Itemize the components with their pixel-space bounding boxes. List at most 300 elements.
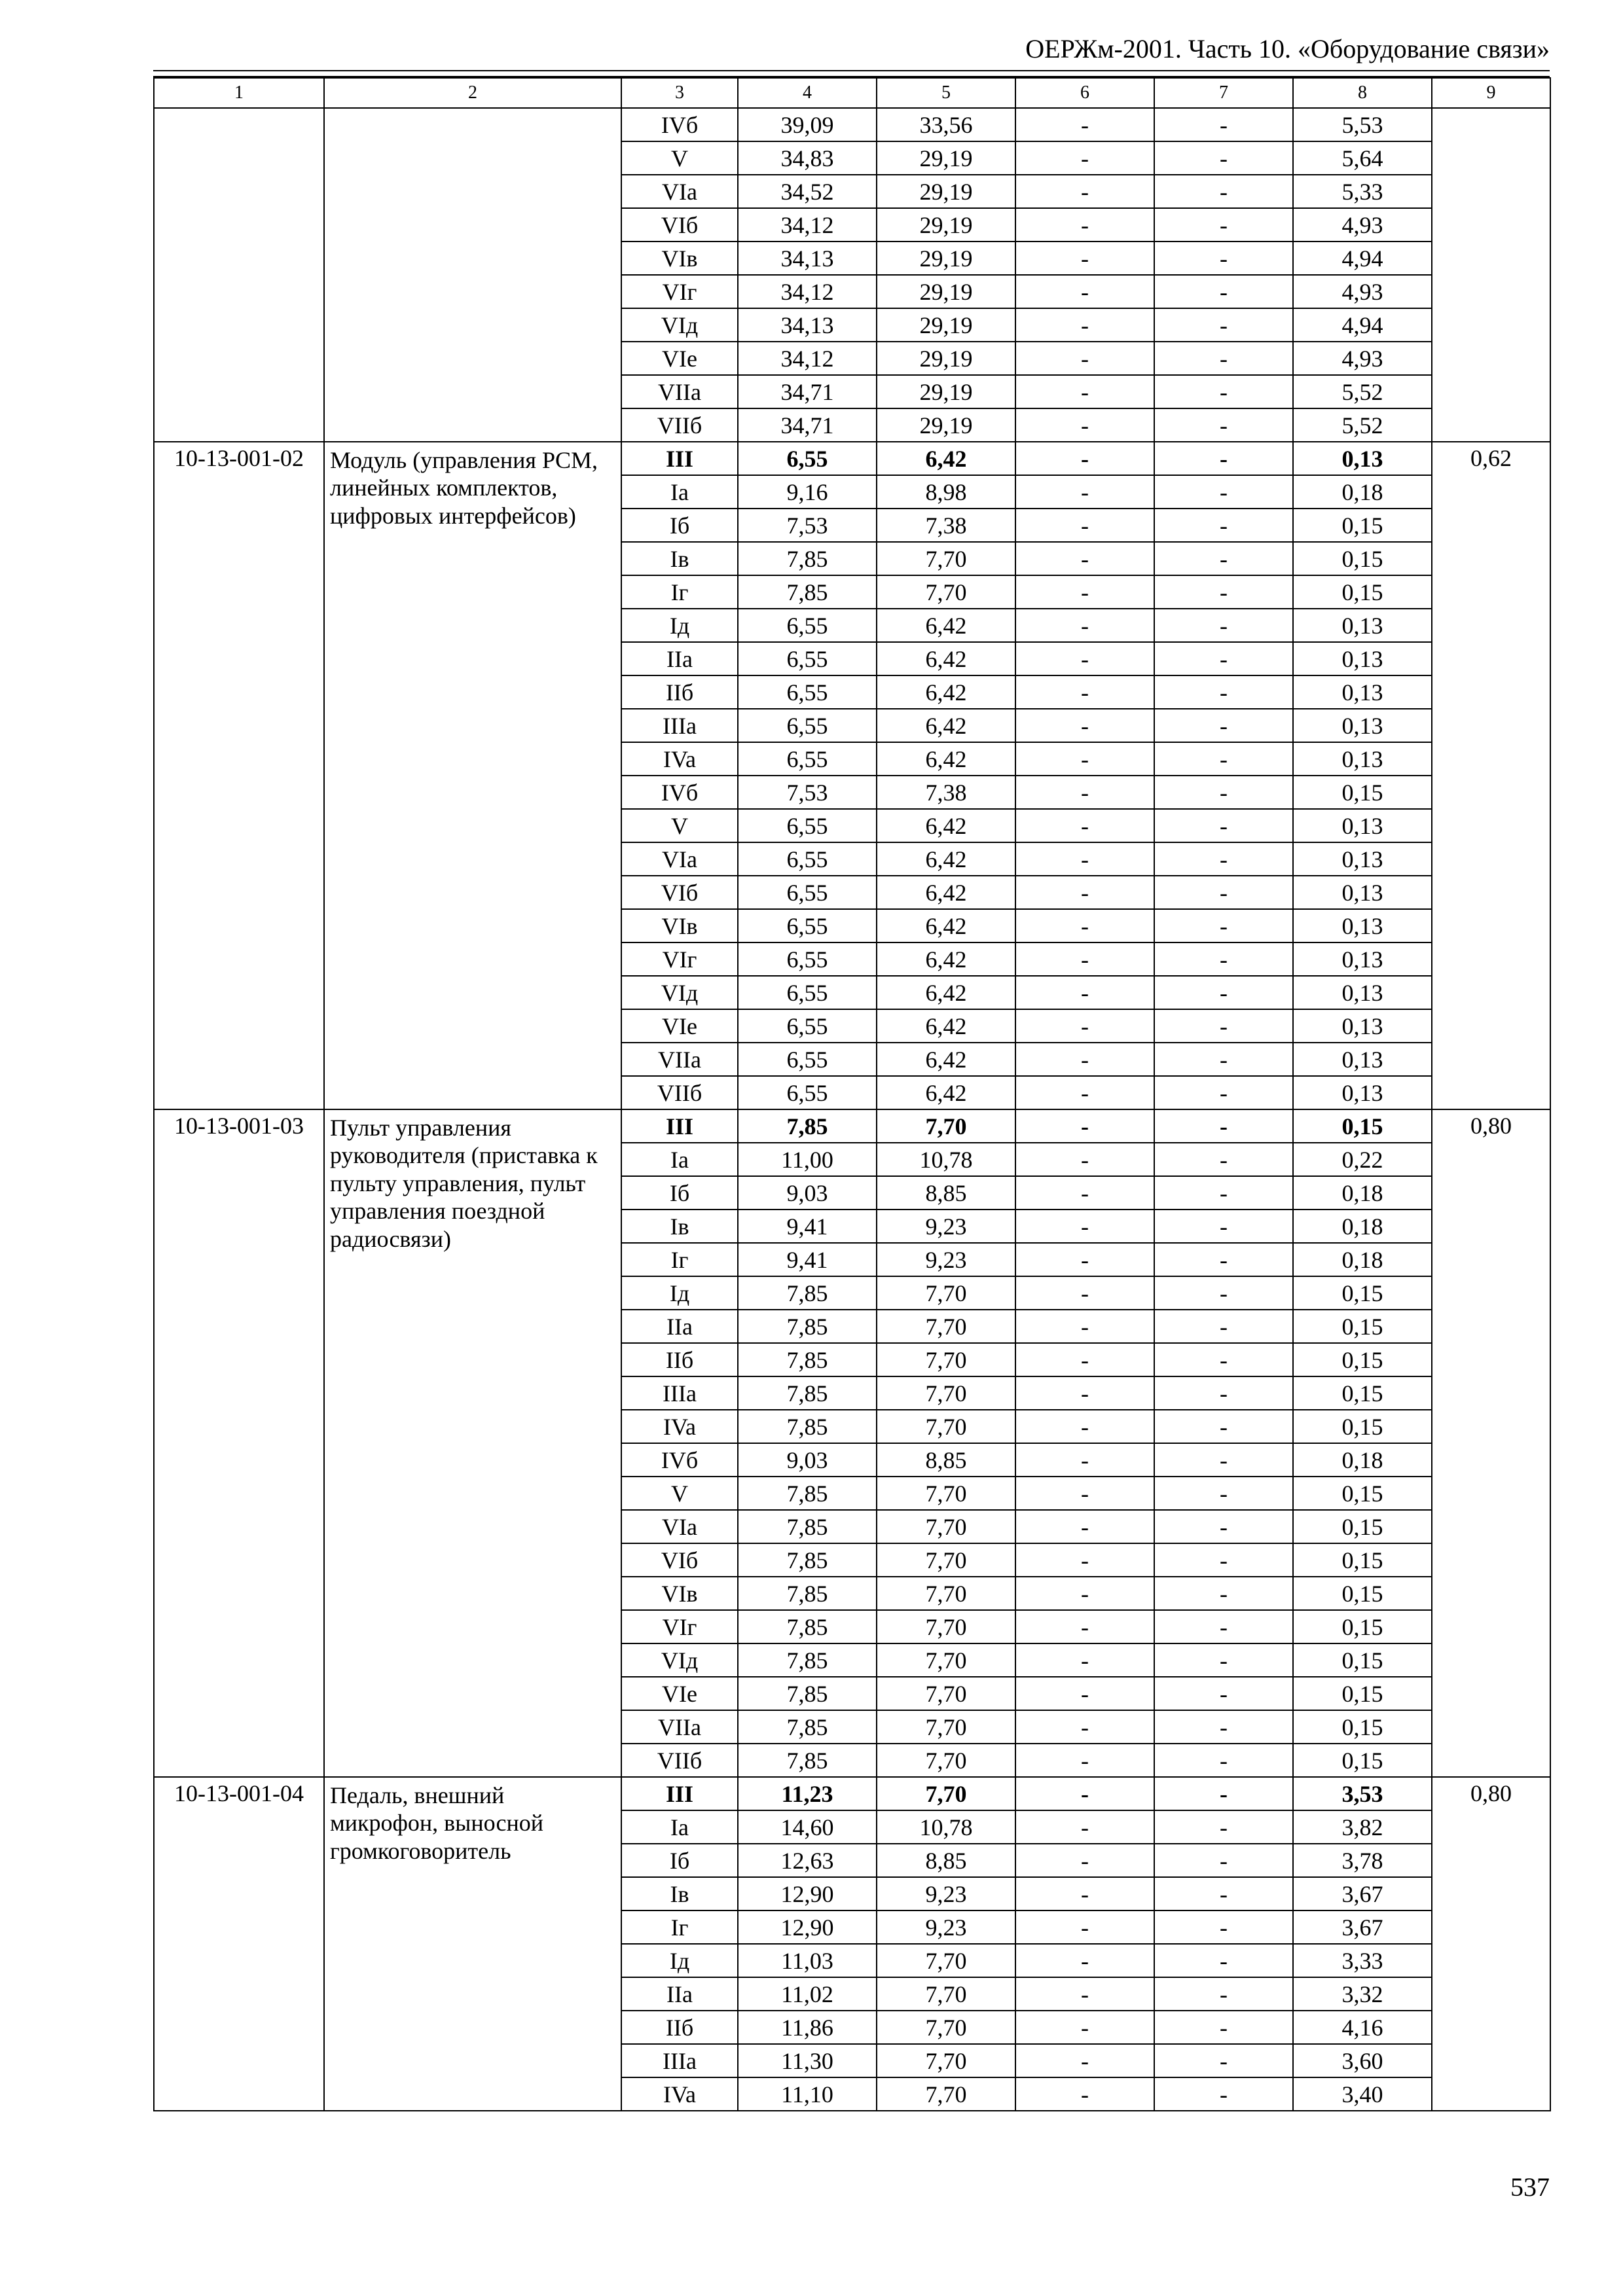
total-cost-cell: 7,85 — [738, 1310, 877, 1343]
column-number: 3 — [621, 78, 738, 108]
driver-wage-cell: - — [1154, 208, 1293, 242]
materials-cost-cell: 4,94 — [1293, 308, 1432, 342]
region-cell: IIIa — [621, 2044, 738, 2077]
driver-wage-cell: - — [1154, 108, 1293, 141]
total-cost-cell: 6,55 — [738, 1043, 877, 1076]
labor-cost-cell: 7,70 — [877, 1577, 1015, 1610]
materials-cost-cell: 4,93 — [1293, 275, 1432, 308]
labor-cost-cell: 6,42 — [877, 942, 1015, 976]
total-cost-cell: 7,85 — [738, 1744, 877, 1777]
machine-cost-cell: - — [1015, 842, 1154, 876]
labor-cost-cell: 7,38 — [877, 509, 1015, 542]
machine-cost-cell: - — [1015, 1977, 1154, 2011]
column-number: 4 — [738, 78, 877, 108]
total-cost-cell: 6,55 — [738, 709, 877, 742]
driver-wage-cell: - — [1154, 308, 1293, 342]
materials-cost-cell: 0,15 — [1293, 575, 1432, 609]
total-cost-cell: 34,12 — [738, 275, 877, 308]
machine-cost-cell: - — [1015, 1744, 1154, 1777]
region-cell: VIa — [621, 1510, 738, 1543]
region-cell: III — [621, 1777, 738, 1810]
region-cell: IVa — [621, 2077, 738, 2111]
total-cost-cell: 34,13 — [738, 242, 877, 275]
total-cost-cell: 7,85 — [738, 1677, 877, 1710]
machine-cost-cell: - — [1015, 1710, 1154, 1744]
materials-cost-cell: 4,94 — [1293, 242, 1432, 275]
labor-cost-cell: 8,98 — [877, 475, 1015, 509]
column-number-row — [154, 78, 1550, 108]
labor-cost-cell: 29,19 — [877, 141, 1015, 175]
driver-wage-cell: - — [1154, 675, 1293, 709]
labor-cost-cell: 7,70 — [877, 1343, 1015, 1376]
driver-wage-cell: - — [1154, 2077, 1293, 2111]
total-cost-cell: 6,55 — [738, 675, 877, 709]
labor-cost-cell: 7,70 — [877, 2011, 1015, 2044]
total-cost-cell: 7,85 — [738, 1343, 877, 1376]
region-cell: VIIa — [621, 1043, 738, 1076]
total-cost-cell: 7,85 — [738, 1543, 877, 1577]
labor-cost-cell: 7,70 — [877, 1777, 1015, 1810]
labor-cost-cell: 29,19 — [877, 342, 1015, 375]
materials-cost-cell: 4,93 — [1293, 208, 1432, 242]
driver-wage-cell: - — [1154, 442, 1293, 475]
driver-wage-cell: - — [1154, 876, 1293, 909]
driver-wage-cell: - — [1154, 141, 1293, 175]
driver-wage-cell: - — [1154, 1343, 1293, 1376]
total-cost-cell: 34,12 — [738, 208, 877, 242]
total-cost-cell: 34,12 — [738, 342, 877, 375]
machine-cost-cell: - — [1015, 2077, 1154, 2111]
materials-cost-cell: 0,15 — [1293, 1376, 1432, 1410]
machine-cost-cell: - — [1015, 1877, 1154, 1910]
machine-cost-cell: - — [1015, 408, 1154, 442]
driver-wage-cell: - — [1154, 542, 1293, 575]
rate-name-cell: Педаль, внешний микрофон, выносной громкоговоритель — [324, 1777, 621, 2111]
materials-cost-cell: 0,15 — [1293, 1577, 1432, 1610]
machine-cost-cell: - — [1015, 942, 1154, 976]
total-cost-cell: 6,55 — [738, 642, 877, 675]
total-cost-cell: 6,55 — [738, 942, 877, 976]
total-cost-cell: 7,85 — [738, 1477, 877, 1510]
region-cell: VIIa — [621, 1710, 738, 1744]
machine-cost-cell: - — [1015, 108, 1154, 141]
materials-cost-cell: 0,15 — [1293, 776, 1432, 809]
labor-cost-cell: 29,19 — [877, 308, 1015, 342]
machine-cost-cell: - — [1015, 1577, 1154, 1610]
region-cell: V — [621, 809, 738, 842]
total-cost-cell: 14,60 — [738, 1810, 877, 1844]
labor-cost-cell: 6,42 — [877, 976, 1015, 1009]
materials-cost-cell: 0,22 — [1293, 1143, 1432, 1176]
labor-cost-cell: 6,42 — [877, 1009, 1015, 1043]
materials-cost-cell: 0,13 — [1293, 675, 1432, 709]
rate-name-cell: Модуль (управления PCM, линейных комплектов, цифровых интерфейсов) — [324, 442, 621, 1109]
machine-cost-cell: - — [1015, 976, 1154, 1009]
materials-cost-cell: 5,33 — [1293, 175, 1432, 208]
total-cost-cell: 6,55 — [738, 876, 877, 909]
region-cell: Ia — [621, 1810, 738, 1844]
machine-cost-cell: - — [1015, 1210, 1154, 1243]
total-cost-cell: 6,55 — [738, 442, 877, 475]
labor-cost-cell: 7,70 — [877, 542, 1015, 575]
machine-cost-cell: - — [1015, 275, 1154, 308]
labor-cost-cell: 6,42 — [877, 675, 1015, 709]
materials-cost-cell: 0,15 — [1293, 1543, 1432, 1577]
total-cost-cell: 11,86 — [738, 2011, 877, 2044]
region-cell: Iв — [621, 1210, 738, 1243]
machine-cost-cell: - — [1015, 175, 1154, 208]
table-row — [154, 442, 1550, 475]
materials-cost-cell: 0,15 — [1293, 542, 1432, 575]
total-cost-cell: 9,41 — [738, 1210, 877, 1243]
total-cost-cell: 9,16 — [738, 475, 877, 509]
driver-wage-cell: - — [1154, 1076, 1293, 1109]
total-cost-cell: 6,55 — [738, 1009, 877, 1043]
machine-cost-cell: - — [1015, 609, 1154, 642]
materials-cost-cell: 0,15 — [1293, 1710, 1432, 1744]
machine-cost-cell: - — [1015, 1443, 1154, 1477]
region-cell: IVa — [621, 1410, 738, 1443]
materials-cost-cell: 0,13 — [1293, 976, 1432, 1009]
table-row — [154, 1109, 1550, 1143]
machine-cost-cell: - — [1015, 1343, 1154, 1376]
region-cell: Iв — [621, 1877, 738, 1910]
total-cost-cell: 6,55 — [738, 976, 877, 1009]
materials-cost-cell: 0,13 — [1293, 609, 1432, 642]
labor-cost-cell: 6,42 — [877, 642, 1015, 675]
labor-cost-cell: 7,70 — [877, 1543, 1015, 1577]
labor-cost-cell: 29,19 — [877, 408, 1015, 442]
table-row — [154, 1777, 1550, 1810]
column-number: 1 — [154, 78, 324, 108]
labor-cost-cell: 6,42 — [877, 909, 1015, 942]
region-cell: VIe — [621, 1677, 738, 1710]
driver-wage-cell: - — [1154, 408, 1293, 442]
total-cost-cell: 11,03 — [738, 1944, 877, 1977]
labor-cost-cell: 7,70 — [877, 1510, 1015, 1543]
region-cell: VIe — [621, 342, 738, 375]
total-cost-cell: 6,55 — [738, 909, 877, 942]
machine-cost-cell: - — [1015, 809, 1154, 842]
region-cell: III — [621, 442, 738, 475]
labor-cost-cell: 6,42 — [877, 842, 1015, 876]
machine-cost-cell: - — [1015, 1243, 1154, 1276]
labor-cost-cell: 7,70 — [877, 1276, 1015, 1310]
labor-cost-cell: 7,70 — [877, 575, 1015, 609]
machine-cost-cell: - — [1015, 509, 1154, 542]
machine-cost-cell: - — [1015, 1109, 1154, 1143]
labor-cost-cell: 9,23 — [877, 1910, 1015, 1944]
region-cell: IIa — [621, 1977, 738, 2011]
machine-cost-cell: - — [1015, 1009, 1154, 1043]
page-number: 537 — [1510, 2172, 1550, 2202]
materials-cost-cell: 3,40 — [1293, 2077, 1432, 2111]
driver-wage-cell: - — [1154, 842, 1293, 876]
labor-cost-cell: 6,42 — [877, 709, 1015, 742]
region-cell: IVa — [621, 742, 738, 776]
total-cost-cell: 34,52 — [738, 175, 877, 208]
labor-cost-cell: 6,42 — [877, 1076, 1015, 1109]
driver-wage-cell: - — [1154, 776, 1293, 809]
machine-cost-cell: - — [1015, 542, 1154, 575]
driver-wage-cell: - — [1154, 2044, 1293, 2077]
machine-cost-cell: - — [1015, 909, 1154, 942]
region-cell: VIIб — [621, 1744, 738, 1777]
labor-cost-cell: 8,85 — [877, 1443, 1015, 1477]
region-cell: IVб — [621, 108, 738, 141]
region-cell: VIIб — [621, 1076, 738, 1109]
region-cell: VIб — [621, 208, 738, 242]
driver-wage-cell: - — [1154, 1410, 1293, 1443]
total-cost-cell: 7,53 — [738, 776, 877, 809]
driver-wage-cell: - — [1154, 709, 1293, 742]
machine-cost-cell: - — [1015, 675, 1154, 709]
driver-wage-cell: - — [1154, 1643, 1293, 1677]
driver-wage-cell: - — [1154, 1543, 1293, 1577]
region-cell: IIIa — [621, 709, 738, 742]
region-cell: Iб — [621, 1844, 738, 1877]
total-cost-cell: 7,85 — [738, 1410, 877, 1443]
labor-cost-cell: 7,70 — [877, 1310, 1015, 1343]
total-cost-cell: 6,55 — [738, 809, 877, 842]
driver-wage-cell: - — [1154, 1176, 1293, 1210]
driver-wage-cell: - — [1154, 175, 1293, 208]
region-cell: Iд — [621, 1944, 738, 1977]
region-cell: Iб — [621, 1176, 738, 1210]
rates-table — [153, 77, 1551, 2111]
total-cost-cell: 9,03 — [738, 1176, 877, 1210]
machine-cost-cell: - — [1015, 342, 1154, 375]
driver-wage-cell: - — [1154, 1844, 1293, 1877]
region-cell: Ia — [621, 475, 738, 509]
total-cost-cell: 7,85 — [738, 1276, 877, 1310]
region-cell: VIг — [621, 275, 738, 308]
driver-wage-cell: - — [1154, 1810, 1293, 1844]
total-cost-cell: 9,41 — [738, 1243, 877, 1276]
machine-cost-cell: - — [1015, 776, 1154, 809]
total-cost-cell: 6,55 — [738, 609, 877, 642]
driver-wage-cell: - — [1154, 575, 1293, 609]
region-cell: IIIa — [621, 1376, 738, 1410]
materials-cost-cell: 0,13 — [1293, 642, 1432, 675]
driver-wage-cell: - — [1154, 1610, 1293, 1643]
materials-cost-cell: 3,33 — [1293, 1944, 1432, 1977]
region-cell: VIг — [621, 942, 738, 976]
region-cell: III — [621, 1109, 738, 1143]
machine-cost-cell: - — [1015, 1410, 1154, 1443]
machine-cost-cell: - — [1015, 1477, 1154, 1510]
driver-wage-cell: - — [1154, 1443, 1293, 1477]
total-cost-cell: 9,03 — [738, 1443, 877, 1477]
labor-cost-cell: 6,42 — [877, 442, 1015, 475]
driver-wage-cell: - — [1154, 742, 1293, 776]
total-cost-cell: 7,85 — [738, 1109, 877, 1143]
materials-cost-cell: 0,18 — [1293, 475, 1432, 509]
driver-wage-cell: - — [1154, 942, 1293, 976]
region-cell: IIa — [621, 1310, 738, 1343]
machine-cost-cell: - — [1015, 442, 1154, 475]
driver-wage-cell: - — [1154, 342, 1293, 375]
machine-cost-cell: - — [1015, 375, 1154, 408]
labor-cost-cell: 29,19 — [877, 208, 1015, 242]
region-cell: VIa — [621, 842, 738, 876]
driver-wage-cell: - — [1154, 909, 1293, 942]
driver-wage-cell: - — [1154, 976, 1293, 1009]
column-number: 6 — [1015, 78, 1154, 108]
driver-wage-cell: - — [1154, 1043, 1293, 1076]
driver-wage-cell: - — [1154, 1677, 1293, 1710]
region-cell: IIб — [621, 1343, 738, 1376]
machine-cost-cell: - — [1015, 709, 1154, 742]
materials-cost-cell: 5,52 — [1293, 375, 1432, 408]
header-rule — [153, 70, 1550, 71]
labor-cost-cell: 9,23 — [877, 1243, 1015, 1276]
driver-wage-cell: - — [1154, 1109, 1293, 1143]
driver-wage-cell: - — [1154, 1310, 1293, 1343]
region-cell: IIб — [621, 2011, 738, 2044]
total-cost-cell: 34,83 — [738, 141, 877, 175]
materials-cost-cell: 0,15 — [1293, 1477, 1432, 1510]
region-cell: Iб — [621, 509, 738, 542]
machine-cost-cell: - — [1015, 1376, 1154, 1410]
materials-cost-cell: 0,13 — [1293, 1043, 1432, 1076]
materials-cost-cell: 0,13 — [1293, 909, 1432, 942]
machine-cost-cell: - — [1015, 1677, 1154, 1710]
materials-cost-cell: 4,16 — [1293, 2011, 1432, 2044]
labor-cost-cell: 6,42 — [877, 1043, 1015, 1076]
materials-cost-cell: 3,60 — [1293, 2044, 1432, 2077]
region-cell: Iг — [621, 575, 738, 609]
driver-wage-cell: - — [1154, 1710, 1293, 1744]
column-number: 7 — [1154, 78, 1293, 108]
materials-cost-cell: 0,13 — [1293, 1076, 1432, 1109]
labor-cost-cell: 29,19 — [877, 175, 1015, 208]
region-cell: Iв — [621, 542, 738, 575]
driver-wage-cell: - — [1154, 242, 1293, 275]
region-cell: VIIб — [621, 408, 738, 442]
driver-wage-cell: - — [1154, 609, 1293, 642]
machine-cost-cell: - — [1015, 208, 1154, 242]
labor-cost-cell: 7,70 — [877, 1376, 1015, 1410]
labor-cost-cell: 7,70 — [877, 2077, 1015, 2111]
total-cost-cell: 7,85 — [738, 1376, 877, 1410]
total-cost-cell: 7,85 — [738, 1510, 877, 1543]
rate-name-cell: Пульт управления руководителя (приставка к пульту управления, пульт управления поездной радиосвязи) — [324, 1109, 621, 1777]
labor-cost-cell: 10,78 — [877, 1810, 1015, 1844]
machine-cost-cell: - — [1015, 1176, 1154, 1210]
labor-cost-cell: 7,38 — [877, 776, 1015, 809]
labor-cost-cell: 7,70 — [877, 1977, 1015, 2011]
materials-cost-cell: 0,15 — [1293, 1276, 1432, 1310]
driver-wage-cell: - — [1154, 1009, 1293, 1043]
materials-cost-cell: 3,67 — [1293, 1910, 1432, 1944]
labor-cost-cell: 7,70 — [877, 2044, 1015, 2077]
region-cell: VIб — [621, 1543, 738, 1577]
rates-table-body — [154, 78, 1550, 2111]
labor-cost-cell: 7,70 — [877, 1744, 1015, 1777]
materials-cost-cell: 5,53 — [1293, 108, 1432, 141]
total-cost-cell: 11,30 — [738, 2044, 877, 2077]
rate-code-cell: 10-13-001-03 — [154, 1109, 324, 1777]
machine-cost-cell: - — [1015, 1276, 1154, 1310]
materials-cost-cell: 0,18 — [1293, 1176, 1432, 1210]
column-number: 2 — [324, 78, 621, 108]
region-cell: VIв — [621, 909, 738, 942]
machine-cost-cell: - — [1015, 1543, 1154, 1577]
labor-norm-cell — [1432, 108, 1550, 442]
driver-wage-cell: - — [1154, 1376, 1293, 1410]
materials-cost-cell: 0,15 — [1293, 1343, 1432, 1376]
region-cell: VIд — [621, 308, 738, 342]
materials-cost-cell: 4,93 — [1293, 342, 1432, 375]
machine-cost-cell: - — [1015, 1944, 1154, 1977]
rate-name-cell — [324, 108, 621, 442]
driver-wage-cell: - — [1154, 475, 1293, 509]
rate-code-cell: 10-13-001-02 — [154, 442, 324, 1109]
labor-cost-cell: 29,19 — [877, 375, 1015, 408]
labor-cost-cell: 8,85 — [877, 1176, 1015, 1210]
total-cost-cell: 7,85 — [738, 542, 877, 575]
region-cell: VIв — [621, 242, 738, 275]
labor-norm-cell: 0,62 — [1432, 442, 1550, 1109]
driver-wage-cell: - — [1154, 1977, 1293, 2011]
driver-wage-cell: - — [1154, 275, 1293, 308]
materials-cost-cell: 3,32 — [1293, 1977, 1432, 2011]
machine-cost-cell: - — [1015, 2044, 1154, 2077]
materials-cost-cell: 5,64 — [1293, 141, 1432, 175]
region-cell: Iг — [621, 1910, 738, 1944]
materials-cost-cell: 0,15 — [1293, 1109, 1432, 1143]
total-cost-cell: 34,71 — [738, 375, 877, 408]
driver-wage-cell: - — [1154, 1210, 1293, 1243]
materials-cost-cell: 0,15 — [1293, 1610, 1432, 1643]
region-cell: VIд — [621, 976, 738, 1009]
labor-cost-cell: 8,85 — [877, 1844, 1015, 1877]
driver-wage-cell: - — [1154, 1243, 1293, 1276]
region-cell: Ia — [621, 1143, 738, 1176]
materials-cost-cell: 0,15 — [1293, 1677, 1432, 1710]
materials-cost-cell: 3,82 — [1293, 1810, 1432, 1844]
driver-wage-cell: - — [1154, 1910, 1293, 1944]
driver-wage-cell: - — [1154, 375, 1293, 408]
region-cell: IIб — [621, 675, 738, 709]
labor-cost-cell: 7,70 — [877, 1109, 1015, 1143]
labor-cost-cell: 6,42 — [877, 742, 1015, 776]
total-cost-cell: 7,85 — [738, 1710, 877, 1744]
region-cell: VIa — [621, 175, 738, 208]
column-number: 5 — [877, 78, 1015, 108]
region-cell: Iд — [621, 1276, 738, 1310]
machine-cost-cell: - — [1015, 1844, 1154, 1877]
labor-cost-cell: 29,19 — [877, 242, 1015, 275]
driver-wage-cell: - — [1154, 1276, 1293, 1310]
materials-cost-cell: 0,18 — [1293, 1243, 1432, 1276]
materials-cost-cell: 0,13 — [1293, 842, 1432, 876]
labor-cost-cell: 9,23 — [877, 1210, 1015, 1243]
machine-cost-cell: - — [1015, 1910, 1154, 1944]
labor-cost-cell: 6,42 — [877, 809, 1015, 842]
column-number: 9 — [1432, 78, 1550, 108]
materials-cost-cell: 0,15 — [1293, 1510, 1432, 1543]
labor-cost-cell: 33,56 — [877, 108, 1015, 141]
total-cost-cell: 12,90 — [738, 1877, 877, 1910]
driver-wage-cell: - — [1154, 1877, 1293, 1910]
labor-cost-cell: 7,70 — [877, 1944, 1015, 1977]
total-cost-cell: 6,55 — [738, 1076, 877, 1109]
total-cost-cell: 6,55 — [738, 742, 877, 776]
driver-wage-cell: - — [1154, 1777, 1293, 1810]
driver-wage-cell: - — [1154, 2011, 1293, 2044]
